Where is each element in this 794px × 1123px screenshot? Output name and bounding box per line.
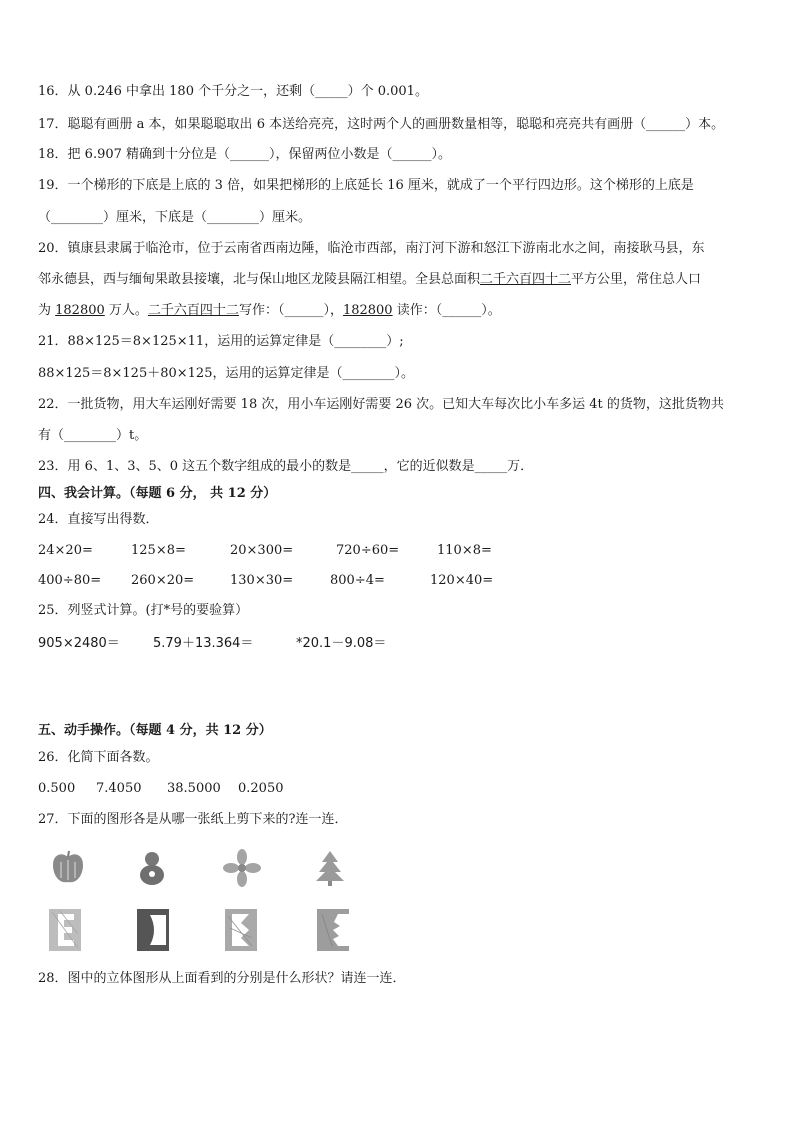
q25-item: 905×2480＝ <box>38 636 120 651</box>
paper-e-cutout-icon <box>48 908 82 952</box>
question-24: 24．直接写出得数． <box>38 512 159 527</box>
q25-item: 5.79＋13.364＝ <box>153 636 254 651</box>
q24-cell: 130×30= <box>230 573 294 588</box>
question-19-line-2: （________）厘米，下底是（________）厘米。 <box>38 210 312 225</box>
flower-icon <box>222 848 262 888</box>
q20-underlined-area: 二千六百四十二 <box>480 272 572 287</box>
q24-cell: 260×20= <box>131 573 195 588</box>
q20-underlined-population: 182800 <box>342 303 393 318</box>
paper-star-cutout-icon <box>316 908 350 952</box>
question-25: 25．列竖式计算。(打*号的要验算） <box>38 603 249 618</box>
q26-item: 0.2050 <box>238 781 284 796</box>
section-5-heading: 五、动手操作。（每题 4 分，共 12 分） <box>38 723 272 738</box>
question-27: 27．下面的图形各是从哪一张纸上剪下来的?连一连． <box>38 812 348 827</box>
q20-text: 平方公里，常住总人口 <box>571 272 702 287</box>
question-18: 18．把 6.907 精确到十分位是（______），保留两位小数是（______）。 <box>38 147 452 162</box>
question-22-line-2: 有（________）t。 <box>38 428 148 443</box>
question-26: 26．化简下面各数。 <box>38 750 159 765</box>
q24-cell: 24×20= <box>38 543 93 558</box>
question-28: 28．图中的立体图形从上面看到的分别是什么形状？请连一连． <box>38 971 406 986</box>
q24-cell: 120×40= <box>430 573 494 588</box>
q24-cell: 800÷4= <box>330 573 385 588</box>
question-20-line-1: 20．镇康县隶属于临沧市，位于云南省西南边陲，临沧市西部，南汀河下游和怒江下游南北水之间，南接耿马县，东 <box>38 241 705 256</box>
question-21-line-2: 88×125＝8×125＋80×125，运用的运算定律是（________）。 <box>38 366 414 381</box>
q20-underlined-population: 182800 <box>55 303 105 318</box>
q26-item: 0.500 <box>38 781 76 796</box>
q20-text: 写作：（______）， <box>238 303 343 318</box>
pine-tree-icon <box>310 848 350 888</box>
question-20-line-3 <box>38 303 501 319</box>
q24-cell: 20×300= <box>230 543 294 558</box>
q24-cell: 110×8= <box>437 543 492 558</box>
q20-underlined-area: 二千六百四十二 <box>147 303 239 318</box>
q24-cell: 125×8= <box>131 543 186 558</box>
q20-text: 为 <box>38 303 56 318</box>
q25-item: *20.1－9.08＝ <box>296 636 387 651</box>
q26-item: 38.5000 <box>167 781 221 796</box>
gourd-icon <box>132 848 172 888</box>
q26-item: 7.4050 <box>96 781 142 796</box>
question-16: 16．从 0.246 中拿出 180 个千分之一，还剩（_____）个 0.001。 <box>38 84 428 99</box>
q20-text: 读作：（______）。 <box>392 303 501 318</box>
question-22-line-1: 22．一批货物，用大车运刚好需要 18 次，用小车运刚好需要 26 次。已知大车每次比小车多运 4t 的货物，这批货物共 <box>38 397 724 412</box>
question-21-line-1: 21．88×125＝8×125×11，运用的运算定律是（________）; <box>38 334 404 349</box>
question-19-line-1: 19．一个梯形的下底是上底的 3 倍，如果把梯形的上底延长 16 厘米，就成了一个平行四边形。这个梯形的上底是 <box>38 178 694 193</box>
q20-text: 邻永德县，西与缅甸果敢县接壤，北与保山地区龙陵县隔江相望。全县总面积 <box>38 272 481 287</box>
section-4-heading: 四、我会计算。（每题 6 分， 共 12 分） <box>38 486 277 501</box>
question-20-line-2 <box>38 272 701 288</box>
q24-cell: 400÷80= <box>38 573 102 588</box>
paper-zigzag-cutout-icon <box>224 908 258 952</box>
paper-bracket-cutout-icon <box>136 908 170 952</box>
question-23: 23．用 6、1、3、5、0 这五个数字组成的最小的数是_____，它的近似数是_____万． <box>38 459 534 474</box>
q24-cell: 720÷60= <box>336 543 400 558</box>
apple-icon <box>48 848 88 888</box>
q20-text: 万人。 <box>104 303 148 318</box>
question-17: 17．聪聪有画册 a 本，如果聪聪取出 6 本送给亮亮，这时两个人的画册数量相等，聪聪和亮亮共有画册（______）本。 <box>38 117 725 132</box>
